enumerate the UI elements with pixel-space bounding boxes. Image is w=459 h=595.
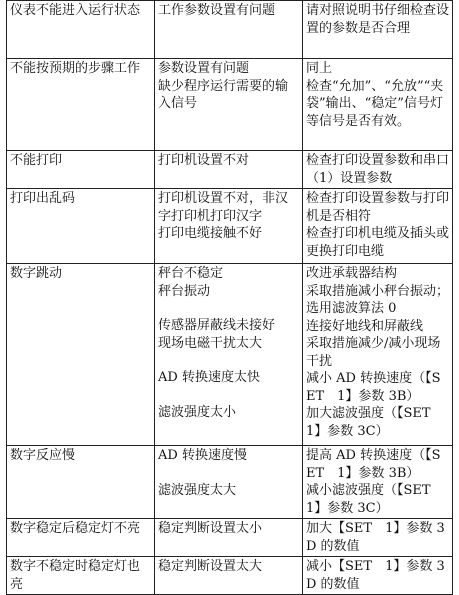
fix-text: 改进承载器结构 — [306, 266, 398, 281]
cause-text: 秤台不稳定 — [158, 266, 224, 281]
fix-text: 同上 — [306, 61, 333, 76]
fix-text: 请对照说明书仔细检查设置的参数是否合理 — [306, 3, 450, 36]
cause-text: 打印机设置不对 — [158, 153, 250, 168]
cause-text: 稳定判断设置太大 — [158, 559, 263, 574]
fault-text: 数字跳动 — [10, 266, 63, 281]
fault-cell — [7, 151, 155, 189]
spacer — [158, 465, 299, 482]
table-row — [7, 519, 453, 557]
fault-text: 不能按预期的步骤工作 — [10, 61, 141, 76]
fix-text: 采取措施减少/减小现场干扰 — [306, 336, 441, 369]
fix-text: 检查打印设置参数与打印机是否相符 — [306, 191, 450, 224]
fault-cell — [7, 264, 155, 446]
fault-text: 打印出乱码 — [10, 191, 76, 206]
fault-cell — [7, 189, 155, 264]
spacer — [158, 352, 299, 369]
spacer — [158, 300, 299, 317]
cause-cell — [155, 189, 303, 264]
fix-text: 检查打印机电缆及插头或更换打印电缆 — [306, 226, 450, 259]
fix-cell — [303, 1, 453, 59]
fix-cell — [303, 59, 453, 151]
fault-text: 数字稳定后稳定灯不亮 — [10, 521, 141, 536]
fix-text: 减小滤波强度（【SET 1】参数 3C） — [306, 483, 444, 516]
fix-text: 加大【SET 1】参数 3D 的数值 — [306, 521, 445, 554]
table-row — [7, 189, 453, 264]
fault-cell — [7, 1, 155, 59]
fix-cell — [303, 189, 453, 264]
troubleshooting-table — [6, 0, 453, 595]
cause-text: 参数设置有问题 — [158, 61, 250, 76]
cause-text: 传感器屏蔽线未接好 — [158, 318, 276, 333]
table-row — [7, 1, 453, 59]
fix-text: 减小 AD 转换速度（【SET 1】参数 3B） — [306, 371, 441, 404]
cause-text: 滤波强度太小 — [158, 404, 237, 420]
table-body — [7, 1, 453, 595]
cause-text: 工作参数设置有问题 — [158, 3, 276, 18]
table-row — [7, 151, 453, 189]
fix-text: 加大滤波强度（【SET 1】参数 3C） — [306, 406, 444, 439]
cause-text: 秤台振动 — [158, 283, 211, 299]
spacer — [158, 387, 299, 404]
fix-text: 检查“允加”、“允放”“夹袋”输出、“稳定”信号灯等信号是否有效。 — [306, 78, 444, 129]
cause-cell — [155, 446, 303, 519]
cause-cell — [155, 151, 303, 189]
fix-cell — [303, 446, 453, 519]
cause-text: 稳定判断设置太小 — [158, 521, 263, 536]
cause-text: 现场电磁干扰太大 — [158, 335, 263, 351]
fault-cell — [7, 557, 155, 595]
fix-cell — [303, 557, 453, 595]
table-row — [7, 264, 453, 446]
fix-text: 连接好地线和屏蔽线 — [306, 318, 424, 334]
fix-text: 检查打印设置参数和串口（1）设置参数 — [306, 153, 450, 186]
fault-text: 不能打印 — [10, 153, 63, 168]
fault-text: 数字不稳定时稳定灯也亮 — [10, 559, 141, 592]
cause-cell — [155, 519, 303, 557]
fix-text: 减小【SET 1】参数 3D 的数值 — [306, 559, 445, 592]
fix-text: 采取措施减小秤台振动；选用滤波算法 0 — [306, 283, 450, 316]
cause-text: 打印机设置不对，非汉字打印机打印汉字 — [158, 191, 289, 224]
fault-text: 数字反应慢 — [10, 448, 76, 463]
fix-cell — [303, 151, 453, 189]
cause-cell — [155, 557, 303, 595]
fix-text: 提高 AD 转换速度（【SET 1】参数 3B） — [306, 448, 441, 481]
fix-cell — [303, 519, 453, 557]
fault-cell — [7, 59, 155, 151]
table-row — [7, 557, 453, 595]
fault-cell — [7, 446, 155, 519]
fix-cell — [303, 264, 453, 446]
cause-text: AD 转换速度太快 — [158, 370, 260, 385]
cause-cell — [155, 59, 303, 151]
cause-text: 滤波强度太大 — [158, 482, 237, 498]
cause-cell — [155, 264, 303, 446]
cause-text: AD 转换速度慢 — [158, 448, 247, 463]
table-row — [7, 446, 453, 519]
cause-text: 缺少程序运行需要的输入信号 — [158, 78, 289, 111]
table-row — [7, 59, 453, 151]
cause-cell — [155, 1, 303, 59]
fault-text: 仪表不能进入运行状态 — [10, 3, 141, 18]
fault-cell — [7, 519, 155, 557]
cause-text: 打印电缆接触不好 — [158, 226, 263, 241]
